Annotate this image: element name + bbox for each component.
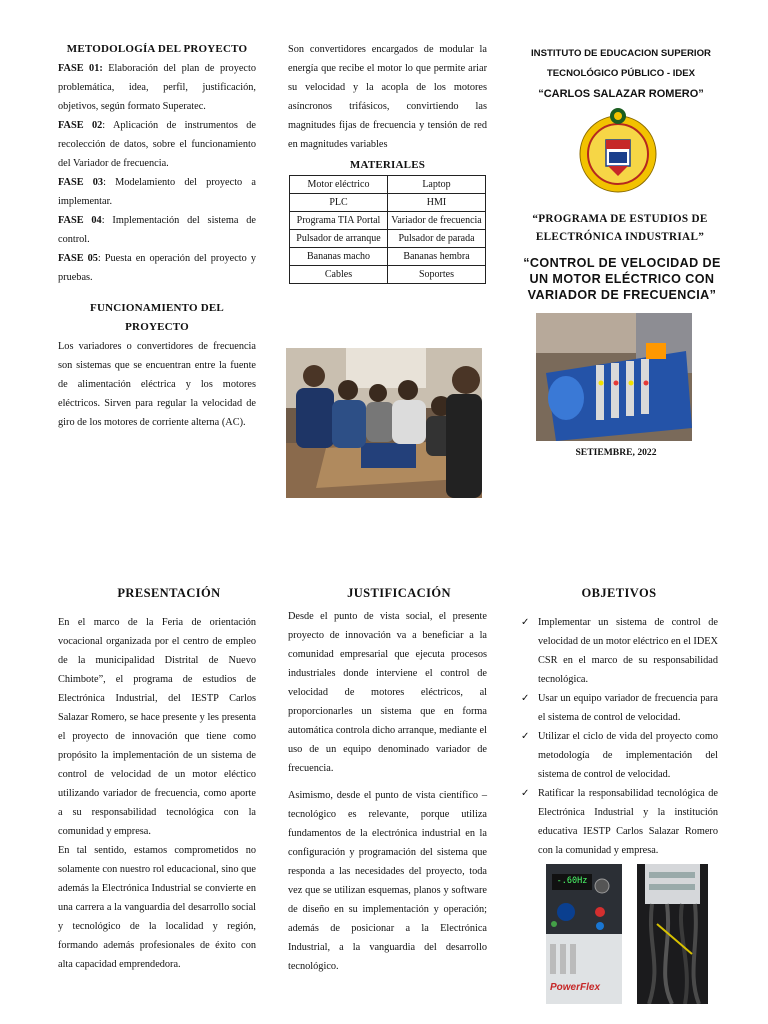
- list-item: ✓ Usar un equipo variador de frecuencia para el sistema de control de velocidad.: [518, 689, 718, 727]
- funcionamiento-text: Los variadores o convertidores de frecuencia son sistemas que se encuentran entre la fuente de alimentación eléctrica y los motores eléctricos. Sirven para regular la velocidad de giro de los motores de corriente alterna (AC).: [58, 341, 256, 428]
- presentacion-paragraph-1: En el marco de la Feria de orientación vocacional organizada por el centro de empleo de la municipalidad Distrital de Nuevo Chimbote”, el programa de estudios de Electrónica Industrial, del IESTP Carlos Salazar Romero, se hace presente y les presenta el proyecto de innovación que tiene como propósito la implementación de un sistema de control de velocidad de un motor eléctico utilizando variador de frecuencia, como aporte a su responsabilidad tecnológica con la comunidad y empresa.: [58, 617, 256, 837]
- table-cell: Motor eléctrico: [290, 176, 388, 194]
- check-icon: ✓: [521, 788, 530, 799]
- materiales-title: MATERIALES: [349, 159, 426, 171]
- drive-brand: PowerFlex: [550, 982, 601, 993]
- phase-3: FASE 03: Modelamiento del proyecto a implementar.: [58, 177, 256, 207]
- drive-display: -.60Hz: [556, 876, 588, 886]
- table-cell: Programa TIA Portal: [290, 212, 388, 230]
- funcionamiento-continuation: [288, 40, 487, 284]
- list-item: ✓ Implementar un sistema de control de velocidad de un motor eléctrico en el IDEX CSR en el marco de su responsabilidad tecnológica.: [518, 613, 718, 689]
- project-title: “CONTROL DE VELOCIDAD DE UN MOTOR ELÉCTRICO CON VARIADOR DE FRECUENCIA”: [523, 256, 721, 302]
- table-row: [290, 230, 486, 248]
- wiring-photo: [637, 864, 708, 1004]
- objetivos-list: [518, 613, 718, 860]
- table-row: [290, 176, 486, 194]
- phase-4: FASE 04: Implementación del sistema de control.: [58, 215, 256, 245]
- metodologia-title: METODOLOGÍA DEL PROYECTO: [66, 43, 248, 55]
- table-row: [290, 212, 486, 230]
- table-cell: Bananas hembra: [388, 248, 486, 266]
- phase-2: FASE 02: Aplicación de instrumentos de recolección de datos, sobre el funcionamiento del Variador de frecuencia.: [58, 120, 256, 169]
- institute-name: “CARLOS SALAZAR ROMERO”: [538, 88, 704, 100]
- cover-photo-image: [536, 313, 692, 441]
- presentacion-title: PRESENTACIÓN: [117, 586, 221, 600]
- phase-5: FASE 05: Puesta en operación del proyecto y pruebas.: [58, 253, 256, 283]
- programa-title: “PROGRAMA DE ESTUDIOS DE ELECTRÓNICA INDUSTRIAL”: [532, 213, 708, 243]
- cover-photo: [536, 313, 692, 441]
- table-row: [290, 266, 486, 284]
- table-cell: Variador de frecuencia: [388, 212, 486, 230]
- table-cell: Pulsador de arranque: [290, 230, 388, 248]
- phase-1: FASE 01: Elaboración del plan de proyecto problemática, idea, perfil, justificación, objetivos, según formato Superatec.: [58, 63, 257, 112]
- justificacion-paragraph-2: Asimismo, desde el punto de vista científico – tecnológico es relevante, porque utiliza fundamentos de la electrónica industrial en la configuración y programación del sistema que responda a las necesidades del proyecto, toda vez que se utilizan esquemas, planos y software de diseño en su implementación y operación; además de posicionar a la Electrónica Industrial, a la vanguardia del desarrollo tecnológico.: [288, 790, 487, 972]
- check-icon: ✓: [521, 731, 530, 742]
- justificacion-section: [288, 607, 487, 976]
- funcionamiento-title: FUNCIONAMIENTO DEL PROYECTO: [90, 302, 224, 333]
- check-icon: ✓: [521, 693, 530, 704]
- institute-logo: [578, 106, 658, 198]
- funcionamiento-text-2: Son convertidores encargados de modular la energía que recibe el motor lo que permite ariar su velocidad y la acopla de los motores asíncronos trifásicos, convirtiendo las magnitudes fijas de frecuencia y tensión de red en magnitudes variables: [288, 44, 487, 150]
- team-photo-image: [286, 348, 482, 498]
- institute-line-2: TECNOLÓGICO PÚBLICO - IDEX: [546, 68, 696, 79]
- justificacion-title: JUSTIFICACIÓN: [347, 586, 451, 600]
- table-cell: Cables: [290, 266, 388, 284]
- list-item: ✓ Ratificar la responsabilidad tecnológica de Electrónica Industrial y la institución educativa IESTP Carlos Salazar Romero con la comunidad y empresa.: [518, 784, 718, 860]
- table-row: [290, 248, 486, 266]
- materiales-table: [289, 175, 486, 284]
- list-item: ✓ Utilizar el ciclo de vida del proyecto como metodología de implementación del sistema de control de velocidad.: [518, 727, 718, 784]
- institute-header: [514, 44, 728, 104]
- table-cell: HMI: [388, 194, 486, 212]
- institute-line-1: INSTITUTO DE EDUCACION SUPERIOR: [531, 48, 711, 59]
- table-cell: Pulsador de parada: [388, 230, 486, 248]
- objetivos-section: [518, 613, 718, 860]
- date-label: SETIEMBRE, 2022: [575, 447, 657, 458]
- metodologia-section: [58, 40, 256, 432]
- drive-photo: [546, 864, 622, 1004]
- shield-logo-icon: [578, 106, 658, 198]
- wiring-photo-image: [637, 864, 708, 1004]
- table-cell: Soportes: [388, 266, 486, 284]
- table-row: [290, 194, 486, 212]
- team-photo: [286, 348, 482, 498]
- table-cell: Bananas macho: [290, 248, 388, 266]
- objetivos-title: OBJETIVOS: [581, 586, 657, 600]
- table-cell: Laptop: [388, 176, 486, 194]
- table-cell: PLC: [290, 194, 388, 212]
- presentacion-section: [58, 613, 256, 974]
- check-icon: ✓: [521, 617, 530, 628]
- justificacion-paragraph-1: Desde el punto de vista social, el presente proyecto de innovación va a beneficiar a la comunidad empresarial que ejecuta procesos industriales donde interviene el control de velocidad de motores eléctricos, al proporcionarles un sistema que en forma automática controla dicho arranque, mediante el uso de un equipo denominado variador de frecuencia.: [288, 611, 487, 774]
- presentacion-paragraph-2: En tal sentido, estamos comprometidos no solamente con nuestro rol educacional, sino que además la Electrónica Industrial se convierte en una carrera a la vanguardia del desarrollo social y tecnológico de la localidad y región, formando además profesionales de éxito con alta capacidad emprendedora.: [58, 845, 256, 970]
